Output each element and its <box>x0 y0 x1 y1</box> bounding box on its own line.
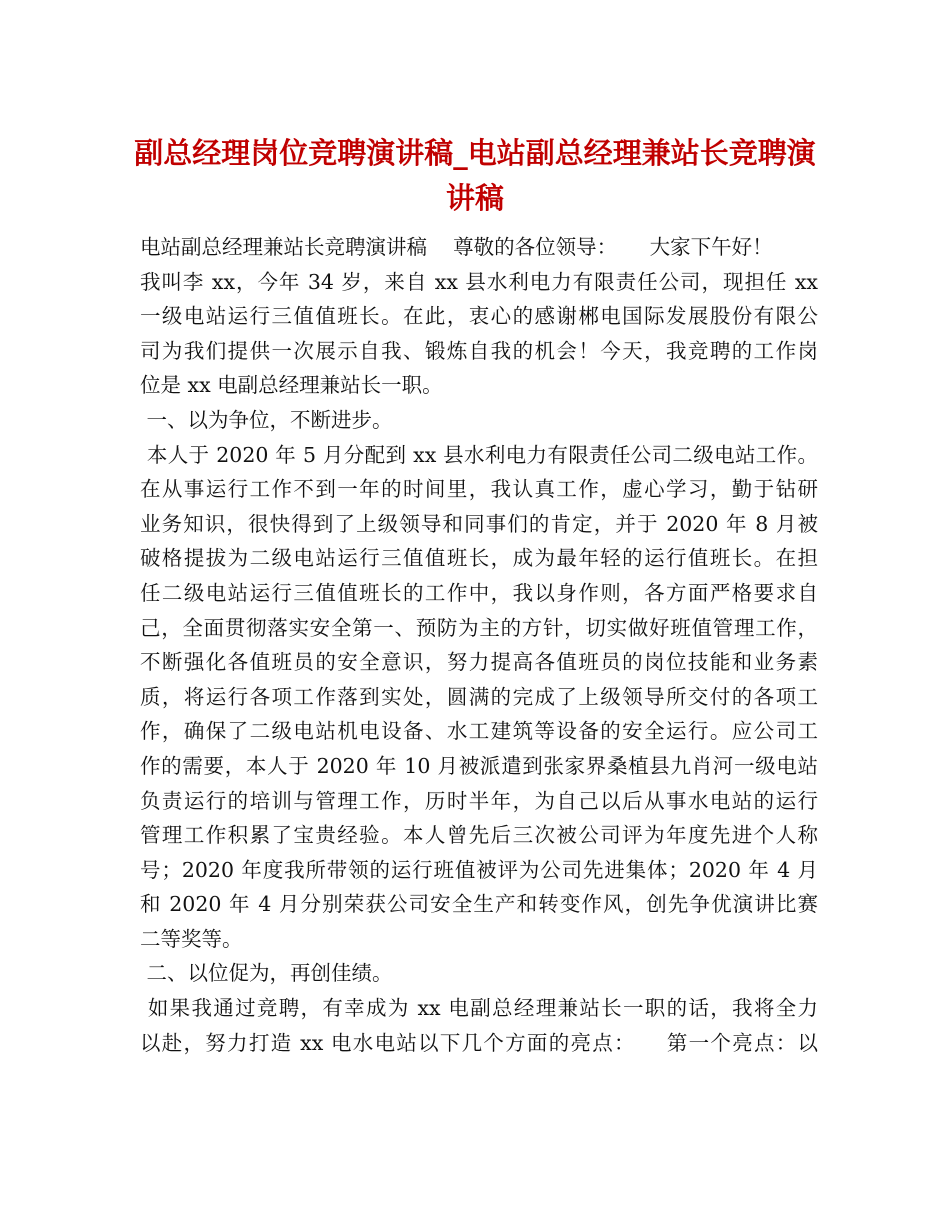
document-title-line-2: 讲稿 <box>445 181 504 215</box>
body-text-line: 在从事运行工作不到一年的时间里，我认真工作，虚心学习，勤于钻研 <box>140 477 818 502</box>
body-text-line: 己，全面贯彻落实安全第一、预防为主的方针，切实做好班值管理工作， <box>140 615 818 640</box>
body-text-line: 不断强化各值班员的安全意识，努力提高各值班员的岗位技能和业务素 <box>140 650 818 675</box>
body-text-line: 一级电站运行三值值班长。在此，衷心的感谢郴电国际发展股份有限公 <box>140 304 818 329</box>
body-text-line: 任二级电站运行三值值班长的工作中，我以身作则，各方面严格要求自 <box>140 580 818 605</box>
body-text-line: 业务知识，很快得到了上级领导和同事们的肯定，并于 2020 年 8 月被 <box>140 511 818 536</box>
body-text-line: 如果我通过竞聘，有幸成为 xx 电副总经理兼站长一职的话，我将全力 <box>140 996 818 1021</box>
body-text-line: 作，确保了二级电站机电设备、水工建筑等设备的安全运行。应公司工 <box>140 719 818 744</box>
body-text-line: 破格提拔为二级电站运行三值值班长，成为最年轻的运行值班长。在担 <box>140 546 818 571</box>
body-text-line: 我叫李 xx，今年 34 岁，来自 xx 县水利电力有限责任公司，现担任 xx <box>140 269 818 294</box>
body-text-line: 电站副总经理兼站长竞聘演讲稿 尊敬的各位领导： 大家下午好！ <box>140 235 773 259</box>
body-text-line: 质，将运行各项工作落到实处，圆满的完成了上级领导所交付的各项工 <box>140 684 818 709</box>
body-text-line: 和 2020 年 4 月分别荣获公司安全生产和转变作风，创先争优演讲比赛 <box>140 892 818 917</box>
body-text-line: 二、以位促为，再创佳绩。 <box>140 961 393 986</box>
body-text-line: 司为我们提供一次展示自我、锻炼自我的机会！今天，我竞聘的工作岗 <box>140 338 818 363</box>
body-text-line: 以赴，努力打造 xx 电水电站以下几个方面的亮点： 第一个亮点：以 <box>140 1030 818 1055</box>
document-body <box>140 230 818 1060</box>
body-text-line: 本人于 2020 年 5 月分配到 xx 县水利电力有限责任公司二级电站工作。 <box>140 442 818 467</box>
body-text-line: 负责运行的培训与管理工作，历时半年，为自己以后从事水电站的运行 <box>140 788 818 813</box>
body-text-line: 位是 xx 电副总经理兼站长一职。 <box>140 373 443 398</box>
body-text-line: 管理工作积累了宝贵经验。本人曾先后三次被公司评为年度先进个人称 <box>140 823 818 848</box>
body-text-line: 一、以为争位，不断进步。 <box>140 407 393 432</box>
body-text-line: 二等奖等。 <box>140 926 243 951</box>
document-title-line-1: 副总经理岗位竞聘演讲稿_电站副总经理兼站长竞聘演 <box>134 136 816 170</box>
body-text-line: 号；2020 年度我所带领的运行班值被评为公司先进集体；2020 年 4 月 <box>140 857 818 882</box>
body-text-line: 作的需要，本人于 2020 年 10 月被派遣到张家界桑植县九肖河一级电站 <box>140 753 818 778</box>
